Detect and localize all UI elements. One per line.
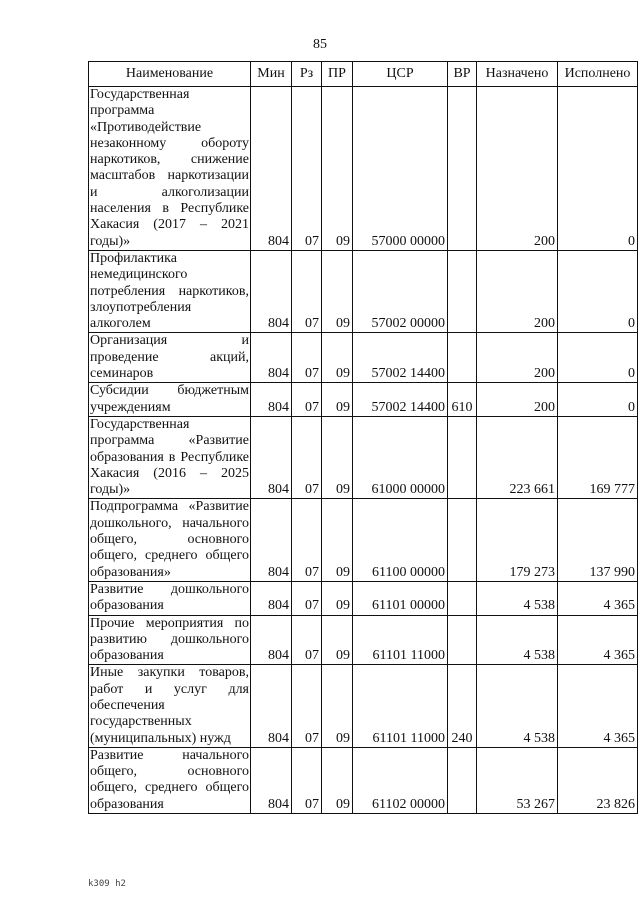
row-pr: 09	[322, 665, 353, 747]
table-row	[89, 581, 638, 615]
row-pr: 09	[322, 333, 353, 383]
table-row	[89, 87, 638, 251]
row-name: Профилактика немедицинского потребления наркотиков, злоупотребления алкоголем	[90, 250, 249, 332]
row-csr: 57002 14400	[353, 383, 448, 417]
row-vr	[448, 416, 477, 498]
row-name: Прочие мероприятия по развитию дошкольного образования	[90, 615, 249, 664]
row-vr	[448, 250, 477, 332]
row-vr: 240	[448, 665, 477, 747]
header-planned: Назначено	[477, 62, 558, 87]
row-min: 804	[251, 383, 292, 417]
row-rz: 07	[292, 499, 322, 581]
row-planned: 4 538	[477, 581, 558, 615]
header-name: Наименование	[89, 62, 251, 87]
row-pr: 09	[322, 383, 353, 417]
row-executed: 137 990	[558, 499, 638, 581]
row-name: Иные закупки товаров, работ и услуг для обеспечения государственных (муниципальных) нужд	[90, 665, 249, 746]
table-row	[89, 383, 638, 417]
table-row	[89, 250, 638, 332]
row-pr: 09	[322, 581, 353, 615]
row-pr: 09	[322, 416, 353, 498]
row-executed: 4 365	[558, 615, 638, 665]
table-row	[89, 665, 638, 747]
table-row	[89, 499, 638, 581]
row-executed: 0	[558, 383, 638, 417]
page-number: 85	[313, 37, 327, 52]
row-min: 804	[251, 665, 292, 747]
row-rz: 07	[292, 615, 322, 665]
row-name: Развитие начального общего, основного общего, среднего общего образования	[90, 747, 249, 812]
row-min: 804	[251, 250, 292, 332]
row-executed: 4 365	[558, 665, 638, 747]
row-rz: 07	[292, 383, 322, 417]
header-executed: Исполнено	[558, 62, 638, 87]
row-vr	[448, 615, 477, 665]
row-csr: 61100 00000	[353, 499, 448, 581]
row-name: Подпрограмма «Развитие дошкольного, начального общего, основного общего, среднего общего образования»	[90, 499, 249, 580]
row-name: Государственная программа «Развитие образования в Республике Хакасия (2016 – 2025 годы)»	[90, 416, 249, 498]
row-vr	[448, 499, 477, 581]
table-header-row	[89, 62, 638, 87]
table-row	[89, 416, 638, 498]
row-csr: 61102 00000	[353, 747, 448, 813]
header-csr: ЦСР	[353, 62, 448, 87]
row-csr: 61000 00000	[353, 416, 448, 498]
row-vr	[448, 87, 477, 251]
row-planned: 200	[477, 333, 558, 383]
row-csr: 61101 00000	[353, 581, 448, 615]
header-min: Мин	[251, 62, 292, 87]
row-planned: 179 273	[477, 499, 558, 581]
table-row	[89, 333, 638, 383]
row-name: Государственная программа «Противодействие незаконному обороту наркотиков, снижение масштабов наркотизации и алкоголизации населения в Республике Хакасия (2017 – 2021 годы)»	[90, 87, 249, 249]
header-rz: Рз	[292, 62, 322, 87]
row-pr: 09	[322, 87, 353, 251]
row-planned: 200	[477, 250, 558, 332]
row-vr	[448, 747, 477, 813]
row-executed: 4 365	[558, 581, 638, 615]
row-rz: 07	[292, 747, 322, 813]
row-rz: 07	[292, 665, 322, 747]
footer-code: k309 h2	[88, 879, 126, 889]
table-row	[89, 747, 638, 813]
table-row	[89, 615, 638, 665]
row-executed: 0	[558, 333, 638, 383]
header-pr: ПР	[322, 62, 353, 87]
row-pr: 09	[322, 250, 353, 332]
row-name: Субсидии бюджетным учреждениям	[90, 383, 249, 415]
row-pr: 09	[322, 615, 353, 665]
row-planned: 200	[477, 87, 558, 251]
row-rz: 07	[292, 581, 322, 615]
row-min: 804	[251, 615, 292, 665]
row-planned: 4 538	[477, 665, 558, 747]
row-pr: 09	[322, 499, 353, 581]
row-vr: 610	[448, 383, 477, 417]
row-planned: 53 267	[477, 747, 558, 813]
row-min: 804	[251, 333, 292, 383]
row-rz: 07	[292, 416, 322, 498]
row-min: 804	[251, 581, 292, 615]
row-rz: 07	[292, 250, 322, 332]
row-executed: 23 826	[558, 747, 638, 813]
header-vr: ВР	[448, 62, 477, 87]
row-name: Развитие дошкольного образования	[90, 581, 249, 614]
row-vr	[448, 333, 477, 383]
row-rz: 07	[292, 87, 322, 251]
row-planned: 4 538	[477, 615, 558, 665]
row-csr: 57002 14400	[353, 333, 448, 383]
row-min: 804	[251, 747, 292, 813]
row-min: 804	[251, 87, 292, 251]
row-csr: 61101 11000	[353, 665, 448, 747]
row-pr: 09	[322, 747, 353, 813]
budget-table	[88, 61, 638, 814]
row-executed: 169 777	[558, 416, 638, 498]
row-min: 804	[251, 416, 292, 498]
row-planned: 223 661	[477, 416, 558, 498]
row-csr: 57000 00000	[353, 87, 448, 251]
row-executed: 0	[558, 250, 638, 332]
row-csr: 61101 11000	[353, 615, 448, 665]
row-rz: 07	[292, 333, 322, 383]
row-vr	[448, 581, 477, 615]
row-executed: 0	[558, 87, 638, 251]
row-csr: 57002 00000	[353, 250, 448, 332]
row-planned: 200	[477, 383, 558, 417]
row-name: Организация и проведение акций, семинаров	[90, 333, 249, 382]
row-min: 804	[251, 499, 292, 581]
